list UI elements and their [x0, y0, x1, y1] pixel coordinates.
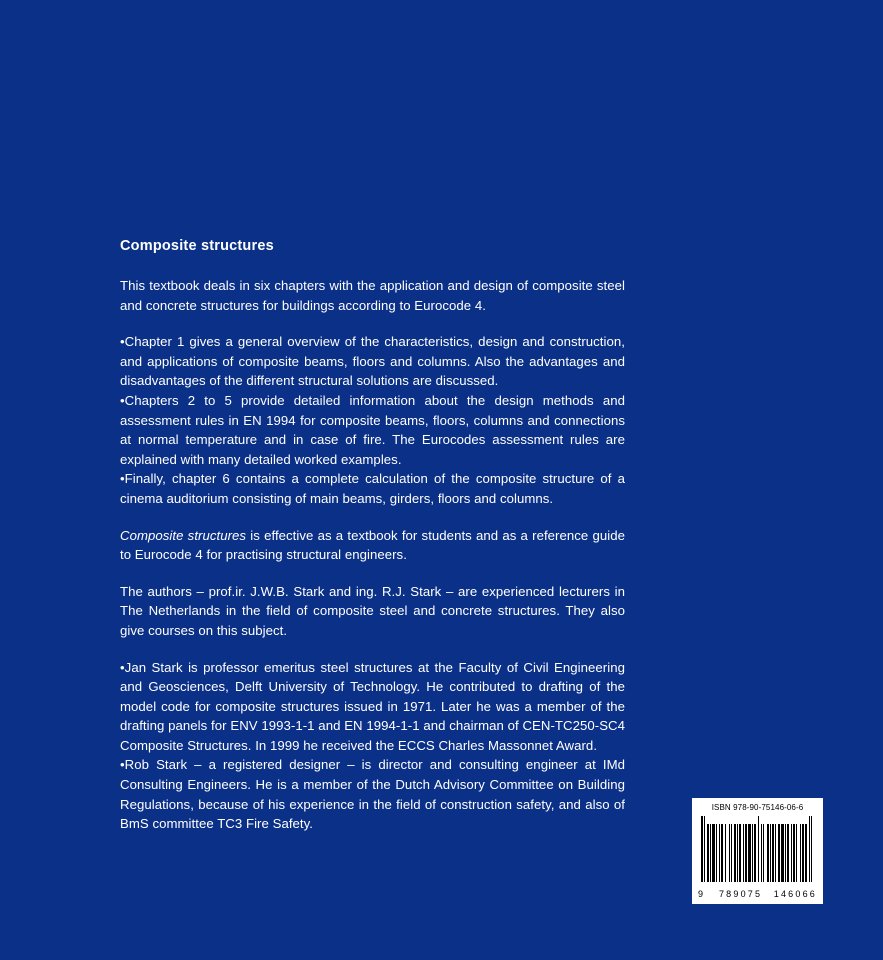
bullet-chapter-1	[120, 332, 625, 391]
bullet-marker-icon: •	[120, 659, 125, 675]
barcode-lead-digit: 9	[698, 889, 704, 899]
back-cover-text-block	[120, 238, 625, 834]
authors-intro-paragraph: The authors – prof.ir. J.W.B. Stark and ing. R.J. Stark – are experienced lecturers in The Netherlands in the field of composite steel and concrete structures. They also give courses on this subject.	[120, 583, 625, 638]
bullet-author-jan-stark	[120, 658, 625, 756]
bullet-author-jan-stark-text: Jan Stark is professor emeritus steel structures at the Faculty of Civil Engineering and Geosciences, Delft University of Technology. He contributed to drafting of the model code for composite structures issued in 1971. Later he was a member of the drafting panels for ENV 1993-1-1 and EN 1994-1-1 and chairman of CEN-TC250-SC4 Composite Structures. In 1999 he received the ECCS Charles Massonnet Award.	[120, 659, 625, 753]
bullet-marker-icon: •	[120, 471, 125, 487]
barcode-group-left: 789075	[718, 889, 763, 899]
bullet-chapter-1-text: Chapter 1 gives a general overview of the characteristics, design and construction, and applications of composite beams, floors and columns. Also the advantages and disadvantages of the different structural solutions are discussed.	[120, 334, 625, 389]
bullet-author-rob-stark-text: Rob Stark – a registered designer – is director and consulting engineer at IMd Consulting Engineers. He is a member of the Dutch Advisory Committee on Building Regulations, because of his experience in the field of construction safety, and also of BmS committee TC3 Fire Safety.	[120, 757, 625, 832]
bullet-marker-icon: •	[120, 334, 125, 350]
bullet-chapter-6	[120, 469, 625, 508]
barcode-group-right: 146066	[773, 889, 817, 899]
page-title: Composite structures	[120, 238, 274, 254]
effectiveness-rest: is effective as a textbook for students and as a reference guide to Eurocode 4 for practising structural engineers.	[120, 527, 626, 563]
bullet-chapters-2-5-text: Chapters 2 to 5 provide detailed information about the design methods and assessment rules in EN 1994 for composite beams, floors, columns and connections at normal temperature and in case of fire. The Eurocodes assessment rules are explained with many detailed worked examples.	[120, 392, 625, 467]
isbn-label: ISBN 978-90-75146-06-6	[711, 803, 804, 812]
bullet-marker-icon: •	[120, 392, 125, 408]
bullet-chapter-6-text: Finally, chapter 6 contains a complete calculation of the composite structure of a cinema auditorium consisting of main beams, girders, floors and columns.	[120, 471, 625, 506]
bullet-author-rob-stark	[120, 755, 625, 833]
isbn-barcode	[692, 798, 823, 904]
effectiveness-paragraph	[120, 526, 625, 565]
bullet-chapters-2-5	[120, 391, 625, 469]
barcode-bars	[701, 816, 814, 882]
description-paragraph-intro: This textbook deals in six chapters with the application and design of composite steel and concrete structures for buildings according to Eurocode 4.	[120, 278, 625, 313]
barcode-digits	[698, 889, 817, 899]
book-title-italic: Composite structures	[120, 527, 247, 543]
bullet-marker-icon: •	[120, 757, 125, 773]
